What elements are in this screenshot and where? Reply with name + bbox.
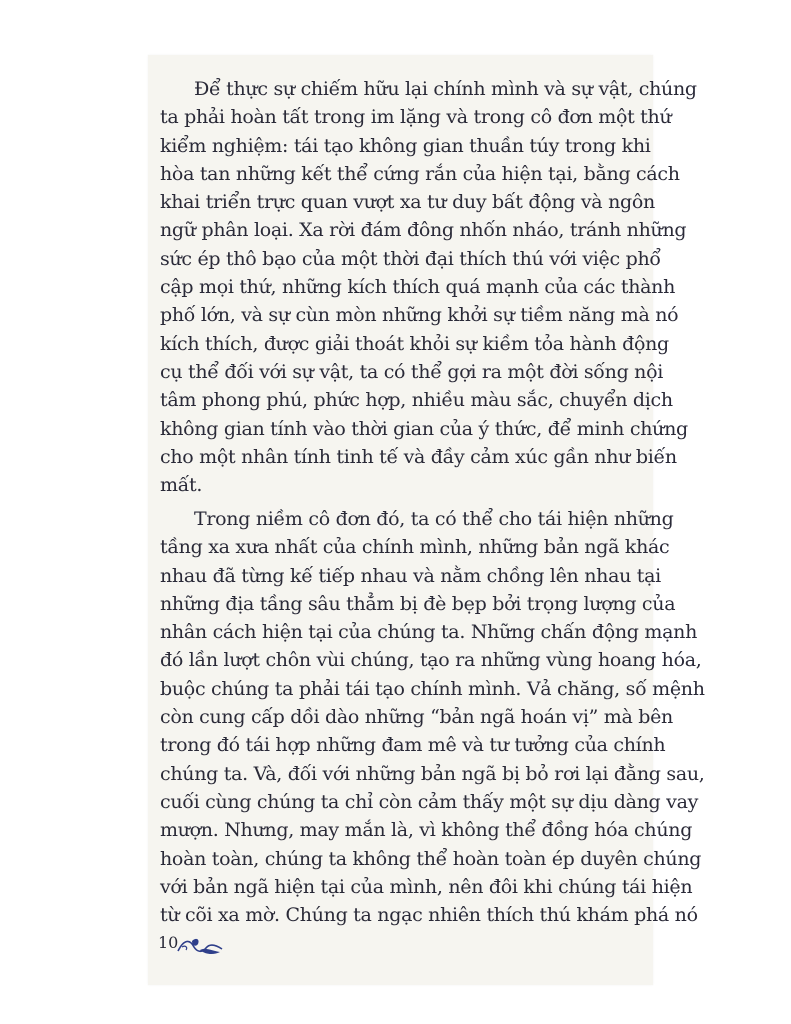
text-line: buộc chúng ta phải tái tạo chính mình. Vả chăng, số mệnh	[160, 677, 705, 700]
text-line: hoàn toàn, chúng ta không thể hoàn toàn ép duyên chúng	[160, 847, 702, 870]
text-line: ngữ phân loại. Xa rời đám đông nhốn nháo, tránh những	[160, 219, 687, 242]
flourish-ornament-icon	[176, 935, 224, 957]
text-line: Trong niềm cô đơn đó, ta có thể cho tái hiện những	[194, 508, 674, 530]
text-line: phố lớn, và sự cùn mòn những khởi sự tiềm năng mà nó	[160, 304, 679, 327]
text-line: từ cõi xa mờ. Chúng ta ngạc nhiên thích thú khám phá nó	[160, 904, 698, 927]
text-line: đó lần lượt chôn vùi chúng, tạo ra những vùng hoang hóa,	[160, 649, 702, 672]
text-line: nhau đã từng kế tiếp nhau và nằm chồng lên nhau tại	[160, 564, 661, 587]
text-line: còn cung cấp dồi dào những “bản ngã hoán vị” mà bên	[160, 706, 673, 729]
text-line: mượn. Nhưng, may mắn là, vì không thể đồng hóa chúng	[160, 819, 693, 842]
text-line: cập mọi thứ, những kích thích quá mạnh của các thành	[160, 276, 676, 299]
paragraph-2	[160, 505, 705, 929]
text-line: tầng xa xưa nhất của chính mình, những bản ngã khác	[160, 536, 670, 559]
text-line: với bản ngã hiện tại của mình, nên đôi khi chúng tái hiện	[160, 875, 693, 898]
page-number: 10	[158, 933, 179, 952]
text-line: không gian tính vào thời gian của ý thức, để minh chứng	[160, 417, 688, 440]
text-line: kiểm nghiệm: tái tạo không gian thuần túy trong khi	[160, 134, 651, 157]
text-line: chúng ta. Và, đối với những bản ngã bị bỏ rơi lại đằng sau,	[160, 762, 705, 785]
text-line: kích thích, được giải thoát khỏi sự kiềm tỏa hành động	[160, 332, 669, 355]
text-line: trong đó tái hợp những đam mê và tư tưởng của chính	[160, 734, 666, 757]
text-line: sức ép thô bạo của một thời đại thích thú với việc phổ	[160, 247, 661, 270]
text-line: tâm phong phú, phức hợp, nhiều màu sắc, chuyển dịch	[160, 389, 673, 412]
text-line: nhân cách hiện tại của chúng ta. Những chấn động mạnh	[160, 621, 698, 644]
text-line: những địa tầng sâu thẳm bị đè bẹp bởi trọng lượng của	[160, 592, 676, 615]
text-line: khai triển trực quan vượt xa tư duy bất động và ngôn	[160, 191, 655, 214]
text-line: cụ thể đối với sự vật, ta có thể gợi ra một đời sống nội	[160, 360, 664, 383]
text-line: cho một nhân tính tinh tế và đầy cảm xúc gần như biến	[160, 445, 677, 468]
text-line: ta phải hoàn tất trong im lặng và trong cô đơn một thứ	[160, 106, 672, 129]
text-line-last: mất.	[160, 474, 203, 497]
paragraph-1	[160, 75, 697, 499]
text-line: Để thực sự chiếm hữu lại chính mình và sự vật, chúng	[194, 78, 697, 100]
text-line: hòa tan những kết thể cứng rắn của hiện tại, bằng cách	[160, 162, 680, 185]
text-line: cuối cùng chúng ta chỉ còn cảm thấy một sự dịu dàng vay	[160, 790, 699, 813]
